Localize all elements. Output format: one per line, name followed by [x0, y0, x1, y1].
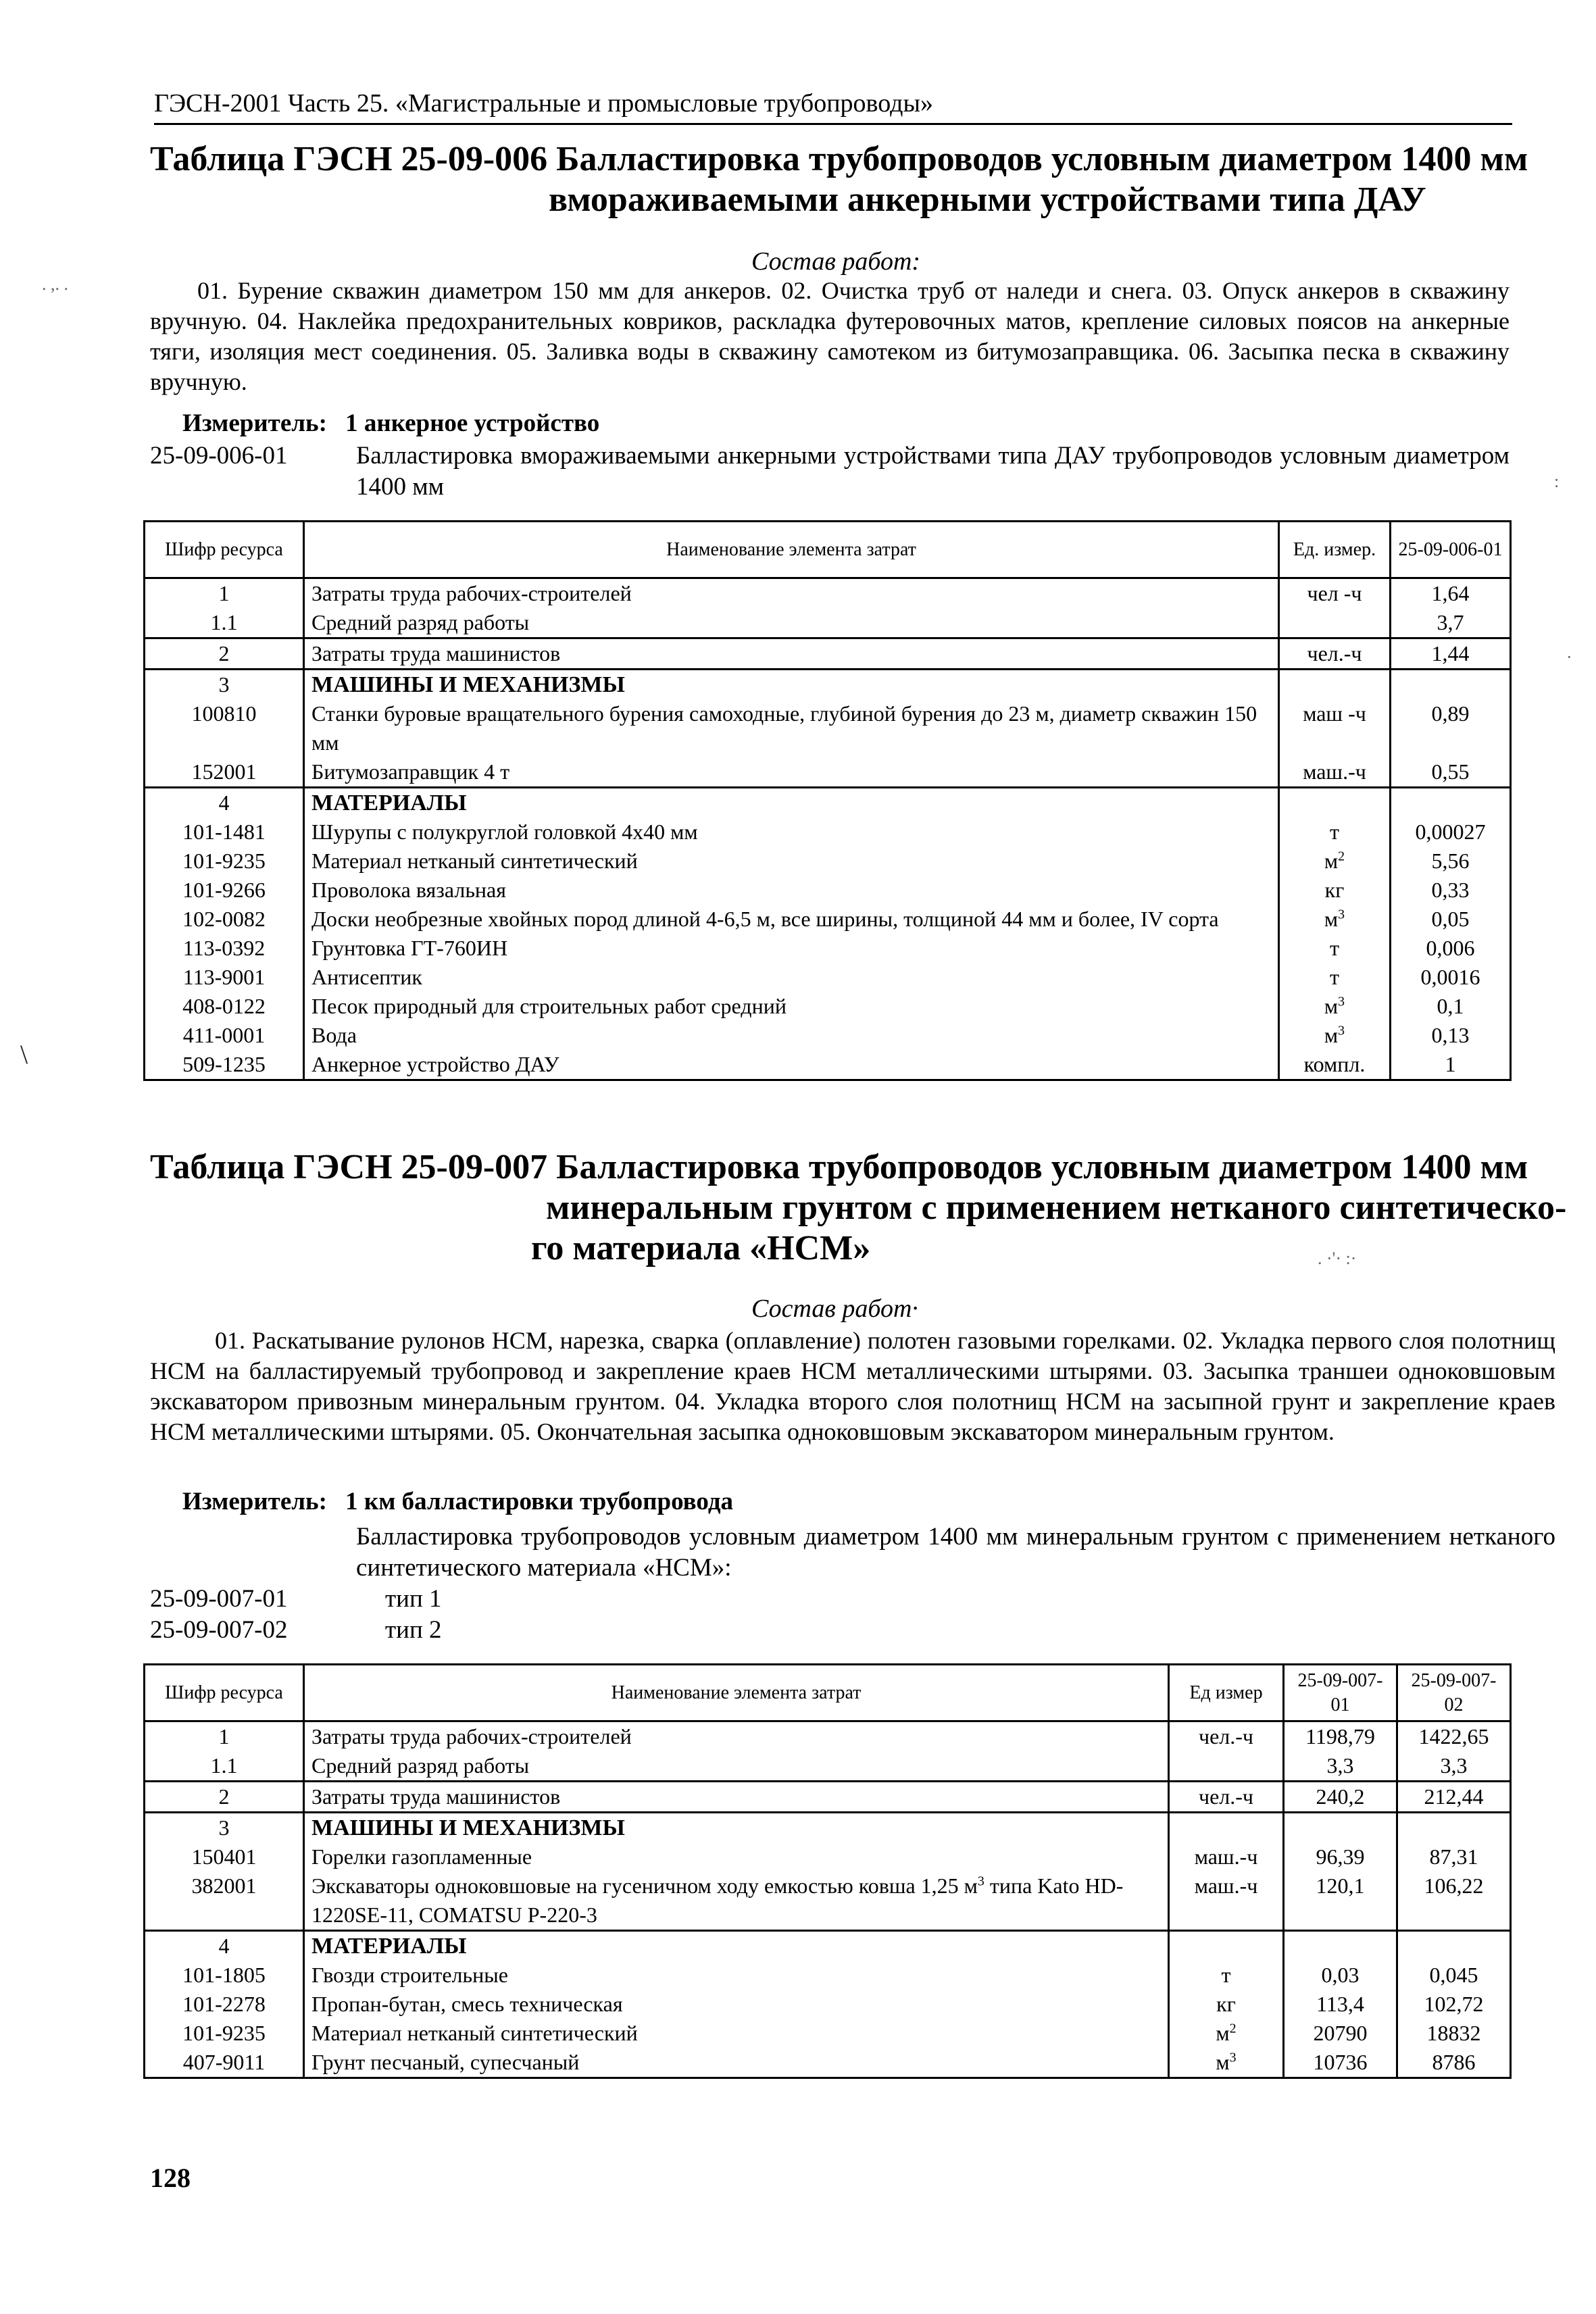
- header-norm-column-2: 25-09-007-02: [1397, 1665, 1511, 1721]
- norm-value-cell: 87,31: [1397, 1842, 1511, 1871]
- unit-cell: кг: [1279, 876, 1391, 905]
- resource-code-cell: 101-9235: [145, 2019, 304, 2048]
- norm-value-cell: 1198,79: [1284, 1721, 1397, 1752]
- resource-code-cell: 4: [145, 788, 304, 818]
- unit-cell: т: [1279, 963, 1391, 992]
- norm-value-cell: 3,7: [1391, 608, 1511, 638]
- resource-code-cell: 152001: [145, 757, 304, 788]
- table-row: [145, 1021, 1511, 1050]
- scan-speck: :: [1554, 472, 1560, 491]
- table-row: [145, 818, 1511, 847]
- table-row: [145, 1721, 1511, 1752]
- unit-cell: компл.: [1279, 1050, 1391, 1080]
- table-row: [145, 1782, 1511, 1813]
- unit-cell: [1279, 788, 1391, 818]
- table-row: [145, 2019, 1511, 2048]
- header-norm-column-1: 25-09-007-01: [1284, 1665, 1397, 1721]
- unit-cell: чел.-ч: [1169, 1721, 1284, 1752]
- cost-element-cell: Затраты труда рабочих-строителей: [304, 578, 1279, 609]
- unit-cell: чел.-ч: [1279, 638, 1391, 670]
- unit-cell: маш -ч: [1279, 699, 1391, 757]
- table-row: [145, 1751, 1511, 1782]
- header-cost-element: Наименование элемента затрат: [304, 1665, 1169, 1721]
- table-row: [145, 1931, 1511, 1961]
- table2-intro: [150, 1521, 1555, 1586]
- cost-element-cell: Грунт песчаный, супесчаный: [304, 2048, 1169, 2078]
- unit-cell: т: [1279, 934, 1391, 963]
- norm-value-cell: 0,13: [1391, 1021, 1511, 1050]
- norm-value-cell: 18832: [1397, 2019, 1511, 2048]
- cost-element-cell: Станки буровые вращательного бурения самоходные, глубиной бурения до 23 м, диаметр скважин 150 мм: [304, 699, 1279, 757]
- norm-value-cell: 0,006: [1391, 934, 1511, 963]
- unit-cell: $м^2$: [1279, 847, 1391, 876]
- cost-element-cell: Горелки газопламенные: [304, 1842, 1169, 1871]
- norm-value-cell: 10736: [1284, 2048, 1397, 2078]
- unit-cell: маш.-ч: [1279, 757, 1391, 788]
- resource-code-cell: 101-9266: [145, 876, 304, 905]
- table-row: [145, 876, 1511, 905]
- unit-cell: [1169, 1813, 1284, 1843]
- cost-element-cell: Анкерное устройство ДАУ: [304, 1050, 1279, 1080]
- cost-element-cell: Песок природный для строительных работ средний: [304, 992, 1279, 1021]
- norm-value-cell: 113,4: [1284, 1990, 1397, 2019]
- meter-value: 1 анкерное устройство: [345, 409, 600, 437]
- table2-resources: [143, 1663, 1512, 2079]
- unit-cell: т: [1279, 818, 1391, 847]
- table2-code-row: [150, 1615, 691, 1646]
- table1-title-line2: вмораживаемыми анкерными устройствами типа ДАУ: [549, 180, 1426, 219]
- cost-element-cell: МАТЕРИАЛЫ: [304, 1931, 1169, 1961]
- norm-value-cell: 120,1: [1284, 1871, 1397, 1931]
- norm-value-cell: 20790: [1284, 2019, 1397, 2048]
- norm-intro-description: Балластировка трубопроводов условным диаметром 1400 мм минеральным грунтом с применением нетканого синтетического материала «НСМ»:: [356, 1523, 1555, 1582]
- resource-code-cell: 113-9001: [145, 963, 304, 992]
- unit-cell: чел -ч: [1279, 578, 1391, 609]
- unit-cell: т: [1169, 1961, 1284, 1990]
- cost-element-cell: Затраты труда машинистов: [304, 638, 1279, 670]
- table2-composition-text: 01. Раскатывание рулонов НСМ, нарезка, сварка (оплавление) полотен газовыми горелками. 02. Укладка первого слоя полотнищ НСМ на балластируемый трубопровод и закрепление краев НСМ металлическими штырями. 03. Засыпка траншеи одноковшовым экскаватором привозным минеральным грунтом. 04. Укладка второго слоя полотнищ НСМ на засыпной грунт и закрепление краев НСМ металлическими штырями. 05. Окончательная засыпка одноковшовым экскаватором минеральным грунтом.: [150, 1327, 1555, 1445]
- unit-cell: [1279, 670, 1391, 700]
- cost-element-cell: Гвозди строительные: [304, 1961, 1169, 1990]
- norm-value-cell: 3,3: [1397, 1751, 1511, 1782]
- table-row: [145, 992, 1511, 1021]
- norm-value-cell: 96,39: [1284, 1842, 1397, 1871]
- unit-cell: [1279, 608, 1391, 638]
- table1-composition-text: 01. Бурение скважин диаметром 150 мм для анкеров. 02. Очистка труб от наледи и снега. 03. Опуск анкеров в скважину вручную. 04. Наклейка предохранительных ковриков, раскладка футеровочных матов, крепление силовых поясов на анкерные тяги, изоляция мест соединения. 05. Заливка воды в скважину самотеком из битумозаправщика. 06. Засыпка песка в скважину вручную.: [150, 277, 1510, 395]
- norm-value-cell: 3,3: [1284, 1751, 1397, 1782]
- table-row: [145, 934, 1511, 963]
- table-row: [145, 1990, 1511, 2019]
- norm-value-cell: 0,00027: [1391, 818, 1511, 847]
- norm-value-cell: [1397, 1813, 1511, 1843]
- resource-code-cell: 407-9011: [145, 2048, 304, 2078]
- scan-speck: ·: [1566, 647, 1572, 667]
- norm-value-cell: [1397, 1931, 1511, 1961]
- cost-element-cell: Материал нетканый синтетический: [304, 2019, 1169, 2048]
- meter-value: 1 км балластировки трубопровода: [345, 1488, 734, 1515]
- resource-code-cell: 2: [145, 638, 304, 670]
- resource-code-cell: 101-1805: [145, 1961, 304, 1990]
- norm-value-cell: [1284, 1931, 1397, 1961]
- meter-label: Измеритель:: [182, 409, 327, 437]
- resource-code-cell: 101-9235: [145, 847, 304, 876]
- norm-code-description: тип 2: [385, 1616, 442, 1644]
- resource-code-cell: 101-1481: [145, 818, 304, 847]
- norm-value-cell: 106,22: [1397, 1871, 1511, 1931]
- norm-value-cell: 1: [1391, 1050, 1511, 1080]
- norm-value-cell: [1284, 1813, 1397, 1843]
- table1-title-line1: Таблица ГЭСН 25-09-006 Балластировка трубопроводов условным диаметром 1400 мм: [150, 140, 1528, 178]
- norm-value-cell: 1,44: [1391, 638, 1511, 670]
- cost-element-cell: МАТЕРИАЛЫ: [304, 788, 1279, 818]
- unit-cell: маш.-ч: [1169, 1871, 1284, 1931]
- resource-code-cell: 1.1: [145, 1751, 304, 1782]
- table-row: [145, 963, 1511, 992]
- resource-code-cell: 3: [145, 1813, 304, 1843]
- table-row: [145, 905, 1511, 934]
- scan-speck: . ·'· :·: [1318, 1249, 1357, 1268]
- table-row: [145, 757, 1511, 788]
- table-row: [145, 788, 1511, 818]
- norm-code-description: Балластировка вмораживаемыми анкерными устройствами типа ДАУ трубопроводов условным диаметром 1400 мм: [356, 442, 1510, 501]
- norm-code: 25-09-007-02: [150, 1616, 288, 1644]
- resource-code-cell: 382001: [145, 1871, 304, 1931]
- norm-value-cell: 0,55: [1391, 757, 1511, 788]
- header-norm-column: 25-09-006-01: [1391, 522, 1511, 578]
- norm-value-cell: 212,44: [1397, 1782, 1511, 1813]
- cost-element-cell: Средний разряд работы: [304, 608, 1279, 638]
- table-row: [145, 2048, 1511, 2078]
- header-resource-code: Шифр ресурса: [145, 522, 304, 578]
- scan-speck: . ,. .: [42, 274, 68, 294]
- table-row: [145, 847, 1511, 876]
- unit-cell: $м^3$: [1169, 2048, 1284, 2078]
- cost-element-cell: Битумозаправщик 4 т: [304, 757, 1279, 788]
- cost-element-cell: МАШИНЫ И МЕХАНИЗМЫ: [304, 670, 1279, 700]
- norm-code: 25-09-006-01: [150, 442, 288, 470]
- norm-value-cell: 0,03: [1284, 1961, 1397, 1990]
- table1-code-row: [150, 441, 1510, 505]
- resource-code-cell: 2: [145, 1782, 304, 1813]
- table2-code-row: [150, 1584, 691, 1615]
- norm-value-cell: 5,56: [1391, 847, 1511, 876]
- table-row: [145, 670, 1511, 700]
- table-row: [145, 1961, 1511, 1990]
- norm-value-cell: 0,1: [1391, 992, 1511, 1021]
- unit-cell: чел.-ч: [1169, 1782, 1284, 1813]
- table-row: [145, 578, 1511, 609]
- table-row: [145, 1871, 1511, 1931]
- table2-title-line3: го материала «НСМ»: [531, 1229, 871, 1267]
- header-resource-code: Шифр ресурса: [145, 1665, 304, 1721]
- cost-element-cell: МАШИНЫ И МЕХАНИЗМЫ: [304, 1813, 1169, 1843]
- resource-code-cell: 102-0082: [145, 905, 304, 934]
- resource-code-cell: 1: [145, 578, 304, 609]
- unit-cell: $м^3$: [1279, 905, 1391, 934]
- cost-element-cell: Пропан-бутан, смесь техническая: [304, 1990, 1169, 2019]
- resource-code-cell: 1.1: [145, 608, 304, 638]
- scan-speck: \: [20, 1039, 28, 1070]
- cost-element-cell: Грунтовка ГТ-760ИН: [304, 934, 1279, 963]
- cost-element-cell: Доски необрезные хвойных пород длиной 4-6,5 м, все ширины, толщиной 44 мм и более, IV сорта: [304, 905, 1279, 934]
- resource-code-cell: 100810: [145, 699, 304, 757]
- table-row: [145, 1842, 1511, 1871]
- norm-value-cell: 102,72: [1397, 1990, 1511, 2019]
- table2-title-line2: минеральным грунтом с применением нетканого синтетическо-: [546, 1188, 1567, 1227]
- norm-value-cell: 240,2: [1284, 1782, 1397, 1813]
- unit-cell: $м^3$: [1279, 992, 1391, 1021]
- resource-code-cell: 150401: [145, 1842, 304, 1871]
- resource-code-cell: 411-0001: [145, 1021, 304, 1050]
- table-row: [145, 1813, 1511, 1843]
- cost-element-cell: Антисептик: [304, 963, 1279, 992]
- norm-value-cell: 0,33: [1391, 876, 1511, 905]
- unit-cell: [1169, 1751, 1284, 1782]
- resource-code-cell: 509-1235: [145, 1050, 304, 1080]
- resource-code-cell: 3: [145, 670, 304, 700]
- table2-title-line1: Таблица ГЭСН 25-09-007 Балластировка трубопроводов условным диаметром 1400 мм: [150, 1148, 1528, 1186]
- table1-resources: [143, 520, 1512, 1081]
- norm-value-cell: 1,64: [1391, 578, 1511, 609]
- cost-element-cell: Материал нетканый синтетический: [304, 847, 1279, 876]
- table-row: [145, 608, 1511, 638]
- norm-value-cell: 1422,65: [1397, 1721, 1511, 1752]
- norm-value-cell: 0,0016: [1391, 963, 1511, 992]
- table-row: [145, 1050, 1511, 1080]
- table1-meter: [182, 408, 599, 439]
- cost-element-cell: Средний разряд работы: [304, 1751, 1169, 1782]
- norm-code: 25-09-007-01: [150, 1585, 288, 1613]
- table-row: [145, 638, 1511, 670]
- norm-code-description: тип 1: [385, 1585, 442, 1613]
- table-row: [145, 699, 1511, 757]
- page-number: 128: [150, 2163, 191, 2193]
- cost-element-cell: Затраты труда рабочих-строителей: [304, 1721, 1169, 1752]
- norm-value-cell: [1391, 788, 1511, 818]
- unit-cell: $м^3$: [1279, 1021, 1391, 1050]
- resource-code-cell: 408-0122: [145, 992, 304, 1021]
- norm-value-cell: 0,045: [1397, 1961, 1511, 1990]
- resource-code-cell: 4: [145, 1931, 304, 1961]
- cost-element-cell: Вода: [304, 1021, 1279, 1050]
- cost-element-cell: Проволока вязальная: [304, 876, 1279, 905]
- resource-code-cell: 101-2278: [145, 1990, 304, 2019]
- cost-element-cell: Затраты труда машинистов: [304, 1782, 1169, 1813]
- table2-meter: [182, 1486, 733, 1517]
- table1-composition-title: Состав работ:: [751, 247, 921, 276]
- norm-value-cell: 8786: [1397, 2048, 1511, 2078]
- meter-label: Измеритель:: [182, 1488, 327, 1515]
- unit-cell: [1169, 1931, 1284, 1961]
- unit-cell: $м^2$: [1169, 2019, 1284, 2048]
- norm-value-cell: 0,05: [1391, 905, 1511, 934]
- header-cost-element: Наименование элемента затрат: [304, 522, 1279, 578]
- header-unit: Ед. измер.: [1279, 522, 1391, 578]
- norm-value-cell: 0,89: [1391, 699, 1511, 757]
- unit-cell: кг: [1169, 1990, 1284, 2019]
- cost-element-cell: Экскаваторы одноковшовые на гусеничном ходу емкостью ковша 1,25 $м^3$ типа Kato HD-1220SE-11, COMATSU P-220-3: [304, 1871, 1169, 1931]
- table2-composition-title: Состав работ·: [751, 1294, 918, 1323]
- resource-code-cell: 113-0392: [145, 934, 304, 963]
- running-header: ГЭСН-2001 Часть 25. «Магистральные и промысловые трубопроводы»: [154, 86, 1512, 125]
- resource-code-cell: 1: [145, 1721, 304, 1752]
- unit-cell: маш.-ч: [1169, 1842, 1284, 1871]
- norm-value-cell: [1391, 670, 1511, 700]
- header-unit: Ед измер: [1169, 1665, 1284, 1721]
- cost-element-cell: Шурупы с полукруглой головкой 4х40 мм: [304, 818, 1279, 847]
